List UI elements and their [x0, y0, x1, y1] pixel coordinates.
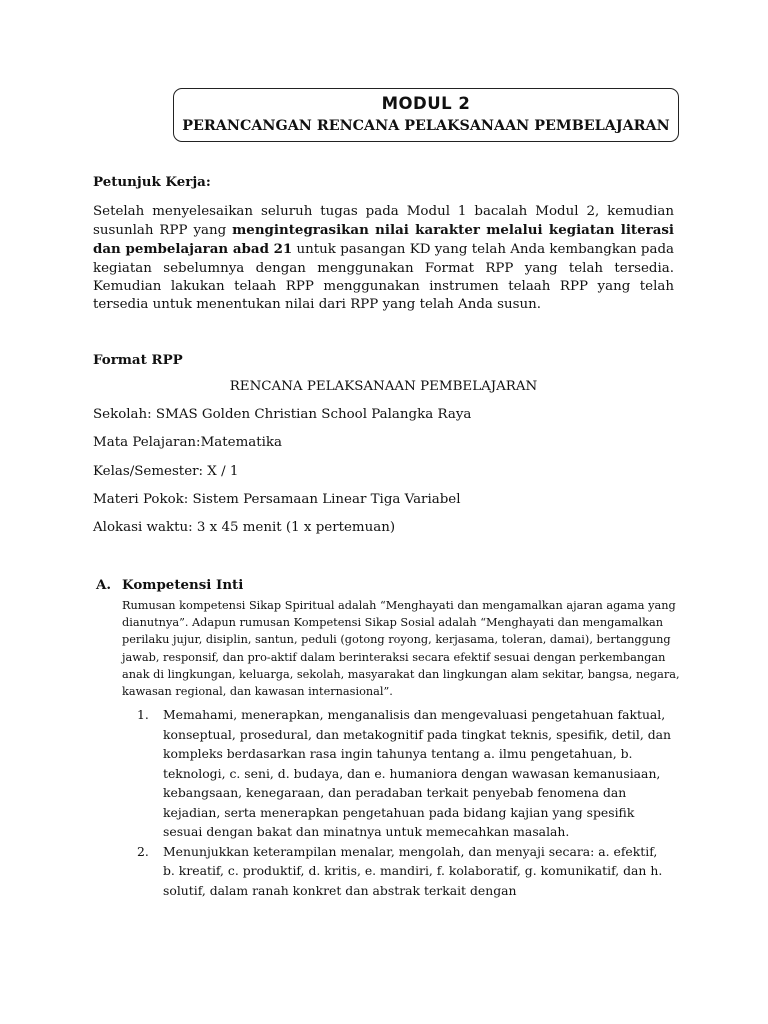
- format-heading: Format RPP: [93, 352, 183, 368]
- module-title: MODUL 2: [381, 94, 471, 113]
- rpp-title: RENCANA PELAKSANAAN PEMBELAJARAN: [229, 379, 538, 394]
- section-letter: A.: [96, 577, 112, 593]
- module-title-box: [173, 88, 679, 142]
- field-alokasi-waktu: Alokasi waktu: 3 x 45 menit (1 x pertemuan): [93, 520, 396, 535]
- petunjuk-paragraph: [93, 203, 674, 314]
- section-title: Kompetensi Inti: [122, 577, 244, 593]
- field-sekolah: Sekolah: SMAS Golden Christian School Palangka Raya: [93, 407, 472, 422]
- list-item-number: 2.: [137, 843, 149, 859]
- field-mata-pelajaran: Mata Pelajaran:Matematika: [93, 435, 283, 450]
- list-item-text: Memahami, menerapkan, menganalisis dan mengevaluasi pengetahuan faktual, konseptual, prosedural, dan metakognitif pada tingkat teknis, spesifik, detil, dan kompleks berdasarkan rasa ingin tahunya tentang a. ilmu pengetahuan, b. teknologi, c. seni, d. budaya, dan e. humaniora dengan wawasan kemanusiaan, kebangsaan, kenegaraan, dan peradaban terkait penyebab fenomena dan kejadian, serta menerapkan pengetahuan pada bidang kajian yang spesifik sesuai dengan bakat dan minatnya untuk memecahkan masalah.: [163, 707, 672, 839]
- petunjuk-heading: Petunjuk Kerja:: [93, 174, 211, 190]
- module-subtitle: PERANCANGAN RENCANA PELAKSANAAN PEMBELAJARAN: [182, 118, 670, 134]
- list-item-number: 1.: [137, 707, 149, 722]
- kompetensi-inti-description-text: Rumusan kompetensi Sikap Spiritual adalah “Menghayati dan mengamalkan ajaran agama yang dianutnya”. Adapun rumusan Kompetensi Sikap Sosial adalah “Menghayati dan mengamalkan perilaku jujur, disiplin, santun, peduli (gotong royong, kerjasama, toleran, damai), bertanggung jawab, responsif, dan pro-aktif dalam berinteraksi secara efektif sesuai dengan perkembangan anak di lingkungan, keluarga, sekolah, masyarakat dan lingkungan alam sekitar, bangsa, negara, kawasan regional, dan kawasan internasional”.: [122, 599, 680, 699]
- petunjuk-text-2: untuk pasangan KD yang telah Anda kembangkan pada kegiatan sebelumnya dengan menggunakan Format RPP yang telah tersedia. Kemudian lakukan telaah RPP menggunakan instrumen telaah RPP yang telah tersedia untuk menentukan nilai dari RPP yang telah Anda susun.: [93, 242, 674, 313]
- field-materi-pokok: Materi Pokok: Sistem Persamaan Linear Tiga Variabel: [93, 492, 461, 507]
- kompetensi-inti-list: [137, 705, 672, 900]
- section-heading-kompetensi-inti: [96, 577, 243, 593]
- list-item: [137, 842, 672, 901]
- field-kelas-semester: Kelas/Semester: X / 1: [93, 464, 239, 479]
- petunjuk-emphasis: mengintegrasikan nilai karakter melalui kegiatan literasi dan pembelajaran abad 21: [93, 222, 674, 258]
- kompetensi-inti-description: [122, 597, 682, 700]
- list-item-text: Menunjukkan keterampilan menalar, mengolah, dan menyaji secara: a. efektif, b. kreatif, c. produktif, d. kritis, e. mandiri, f. kolaboratif, g. komunikatif, dan h. solutif, dalam ranah konkret dan abstrak terkait dengan: [163, 843, 663, 898]
- list-item: [137, 705, 672, 842]
- petunjuk-text-1: Setelah menyelesaikan seluruh tugas pada Modul 1 bacalah Modul 2, kemudian susunlah RPP yang: [93, 204, 674, 239]
